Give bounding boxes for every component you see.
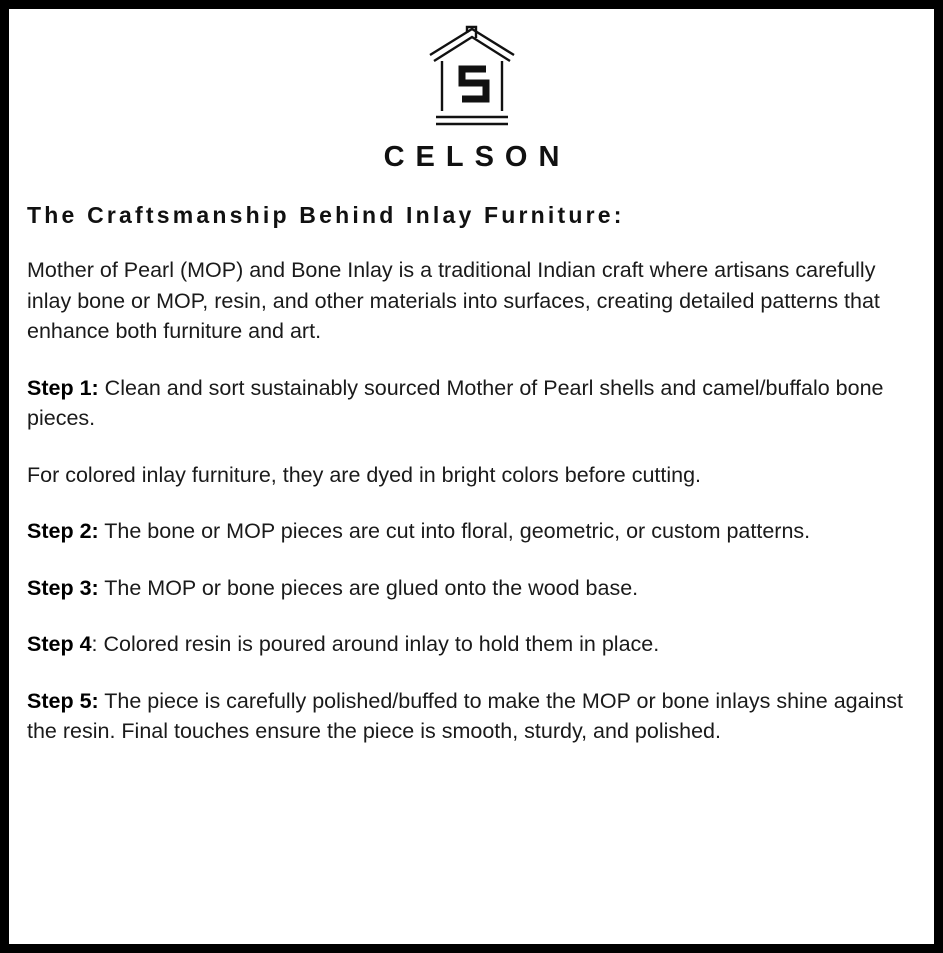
step-label-5: Step 4 [27,632,92,657]
step-text-1: Clean and sort sustainably sourced Mother of Pearl shells and camel/buffalo bone pieces. [27,375,884,431]
step-label-6: Step 5: [27,688,99,713]
step-paragraph-1 [27,373,918,434]
step-paragraph-4 [27,573,918,604]
step-paragraph-3 [27,516,918,547]
brand-name: CELSON [383,141,571,173]
intro-paragraph: Mother of Pearl (MOP) and Bone Inlay is a traditional Indian craft where artisans carefully inlay bone or MOP, resin, and other materials into surfaces, creating detailed patterns that enhance both furniture and art. [27,258,880,344]
step-text-3: The bone or MOP pieces are cut into floral, geometric, or custom patterns. [98,519,811,544]
step-label-1: Step 1: [27,375,99,400]
step-paragraph-6 [27,686,918,747]
step-paragraph-5 [27,629,918,660]
step-text-2: For colored inlay furniture, they are dyed in bright colors before cutting. [27,462,702,487]
step-text-6: The piece is carefully polished/buffed to make the MOP or bone inlays shine against the resin. Final touches ensure the piece is smooth, sturdy, and polished. [27,688,904,744]
step-label-4: Step 3: [27,575,99,600]
step-text-5: : Colored resin is poured around inlay to hold them in place. [91,632,660,657]
step-label-3: Step 2: [27,519,99,544]
step-paragraph-2 [27,460,918,491]
brand-header [25,19,918,174]
page-title: The Craftsmanship Behind Inlay Furniture: [27,202,625,228]
house-monogram-icon [25,25,918,129]
step-text-4: The MOP or bone pieces are glued onto the wood base. [98,575,639,600]
